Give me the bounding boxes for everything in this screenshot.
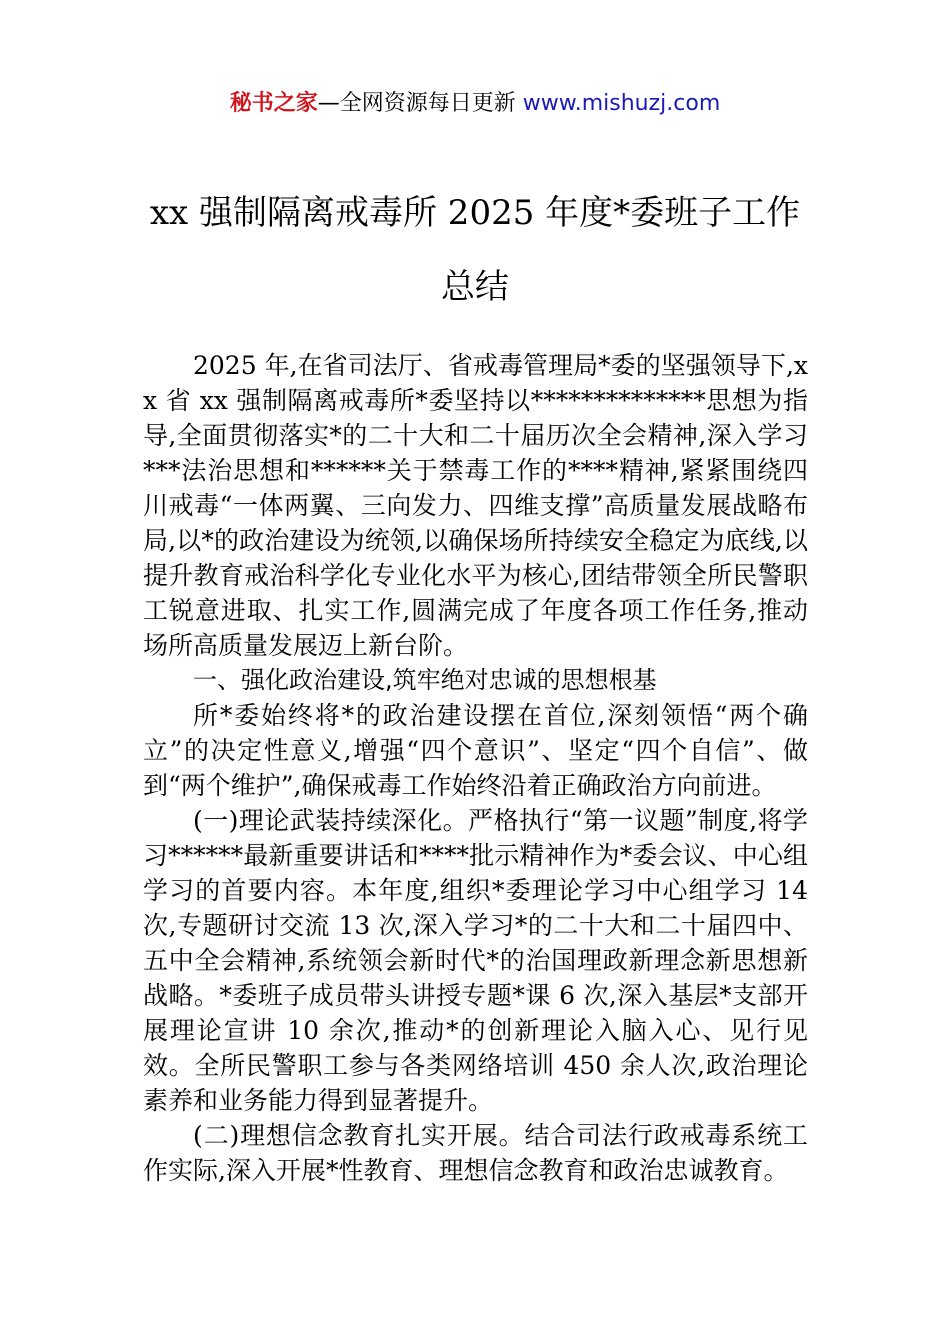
paragraph-section-1: 所*委始终将*的政治建设摆在首位,深刻领悟“两个确立”的决定性意义,增强“四个意识”、坚定“四个自信”、做到“两个维护”,确保戒毒工作始终沿着正确政治方向前进。 bbox=[143, 701, 808, 800]
title-line-1: xx 强制隔离戒毒所 2025 年度*委班子工作 bbox=[149, 193, 801, 233]
paragraph-subsection-1: (一)理论武装持续深化。严格执行“第一议题”制度,将学习******最新重要讲话和****批示精神作为*委会议、中心组学习的首要内容。本年度,组织*委理论学习中心组学习 14 次,专题研讨交流 13 次,深入学习*的二十大和二十届四中、五中全会精神,系统领会新时代*的治国理政新理念新思想新战略。*委班子成员带头讲授专题*课 6 次,深入基层*支部开展理论宣讲 10 余次,推动*的创新理论入脑入心、见行见效。全所民警职工参与各类网络培训 450 余人次,政治理论素养和业务能力得到显著提升。 bbox=[143, 806, 808, 1115]
site-url-link[interactable]: www.mishuzj.com bbox=[522, 91, 721, 116]
section-heading-1: 一、强化政治建设,筑牢绝对忠诚的思想根基 bbox=[193, 666, 657, 694]
paragraph-subsection-2: (二)理想信念教育扎实开展。结合司法行政戒毒系统工作实际,深入开展*性教育、理想信念教育和政治忠诚教育。 bbox=[143, 1121, 808, 1185]
site-header bbox=[0, 88, 950, 120]
site-brand: 秘书之家 bbox=[229, 91, 318, 116]
document-title bbox=[100, 176, 850, 324]
site-tagline: —全网资源每日更新 bbox=[317, 91, 516, 116]
paragraph-intro: 2025 年,在省司法厅、省戒毒管理局*委的坚强领导下,xx 省 xx 强制隔离戒毒所*委坚持以**************思想为指导,全面贯彻落实*的二十大和二十届历次全会精神,深入学习***法治思想和******关于禁毒工作的****精神,紧紧围绕四川戒毒“一体两翼、三向发力、四维支撑”高质量发展战略布局,以*的政治建设为统领,以确保场所持续安全稳定为底线,以提升教育戒治科学化专业化水平为核心,团结带领全所民警职工锐意进取、扎实工作,圆满完成了年度各项工作任务,推动场所高质量发展迈上新台阶。 bbox=[143, 351, 808, 660]
document-body bbox=[143, 348, 808, 1188]
title-line-2: 总结 bbox=[441, 267, 509, 307]
